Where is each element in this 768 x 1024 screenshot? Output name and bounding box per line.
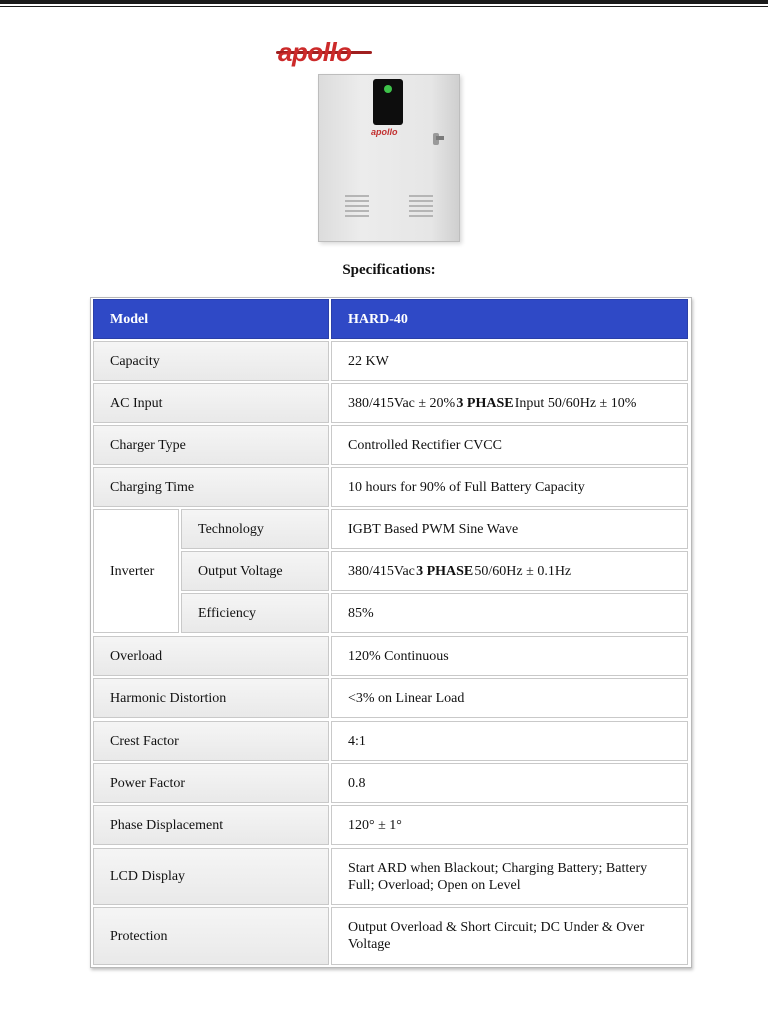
row-label: Capacity bbox=[93, 341, 329, 381]
row-value: <3% on Linear Load bbox=[331, 678, 688, 718]
value-part: 50/60Hz ± 0.1Hz bbox=[474, 563, 572, 579]
row-value bbox=[331, 551, 688, 591]
status-light-icon bbox=[384, 85, 392, 93]
inverter-group bbox=[91, 509, 691, 633]
row-label: Charging Time bbox=[93, 467, 329, 507]
row-value: 4:1 bbox=[331, 721, 688, 761]
specifications-heading: Specifications: bbox=[342, 262, 436, 278]
spec-table bbox=[90, 297, 692, 968]
inverter-label: Inverter bbox=[93, 509, 179, 633]
table-header-row bbox=[91, 299, 691, 339]
row-value: IGBT Based PWM Sine Wave bbox=[331, 509, 688, 549]
vent-grille bbox=[345, 195, 369, 221]
row-value: 120% Continuous bbox=[331, 636, 688, 676]
row-label: Power Factor bbox=[93, 763, 329, 803]
table-row bbox=[91, 425, 691, 465]
row-value bbox=[331, 383, 688, 423]
row-label: Phase Displacement bbox=[93, 805, 329, 845]
model-value: HARD-40 bbox=[331, 299, 688, 339]
row-value: Controlled Rectifier CVCC bbox=[331, 425, 688, 465]
table-row bbox=[91, 805, 691, 845]
value-part: 380/415Vac ± 20% bbox=[348, 395, 456, 411]
row-label: Technology bbox=[181, 509, 329, 549]
row-label: Protection bbox=[93, 907, 329, 965]
row-label: Efficiency bbox=[181, 593, 329, 633]
row-value: 0.8 bbox=[331, 763, 688, 803]
row-value: 10 hours for 90% of Full Battery Capacity bbox=[331, 467, 688, 507]
phase-emphasis: 3 PHASE bbox=[416, 563, 474, 579]
table-row bbox=[91, 341, 691, 381]
row-label: LCD Display bbox=[93, 848, 329, 905]
row-label: Charger Type bbox=[93, 425, 329, 465]
row-value: 22 KW bbox=[331, 341, 688, 381]
table-row bbox=[91, 636, 691, 676]
row-label: Output Voltage bbox=[181, 551, 329, 591]
table-row bbox=[91, 763, 691, 803]
row-label: Crest Factor bbox=[93, 721, 329, 761]
top-rule-thin bbox=[0, 6, 768, 7]
cabinet-enclosure bbox=[318, 74, 460, 242]
value-part: 380/415Vac bbox=[348, 563, 415, 579]
row-value: Start ARD when Blackout; Charging Battery; Battery Full; Overload; Open on Level bbox=[331, 848, 688, 905]
table-row bbox=[91, 907, 691, 965]
table-row bbox=[91, 467, 691, 507]
top-rule bbox=[0, 0, 768, 4]
product-image bbox=[270, 62, 510, 262]
table-row bbox=[91, 678, 691, 718]
vent-grille bbox=[409, 195, 433, 221]
row-value: 120° ± 1° bbox=[331, 805, 688, 845]
row-label: Harmonic Distortion bbox=[93, 678, 329, 718]
cabinet-logo: apollo bbox=[371, 127, 398, 137]
table-row bbox=[91, 383, 691, 423]
table-row bbox=[91, 721, 691, 761]
row-label: AC Input bbox=[93, 383, 329, 423]
phase-emphasis: 3 PHASE bbox=[456, 395, 514, 411]
row-value: Output Overload & Short Circuit; DC Under & Over Voltage bbox=[331, 907, 688, 965]
key-icon bbox=[436, 136, 444, 140]
logo-text: apollo bbox=[278, 37, 352, 67]
row-value: 85% bbox=[331, 593, 688, 633]
model-label: Model bbox=[93, 299, 329, 339]
table-row bbox=[91, 848, 691, 905]
value-part: Input 50/60Hz ± 10% bbox=[514, 395, 637, 411]
lcd-panel bbox=[373, 79, 403, 125]
row-label: Overload bbox=[93, 636, 329, 676]
